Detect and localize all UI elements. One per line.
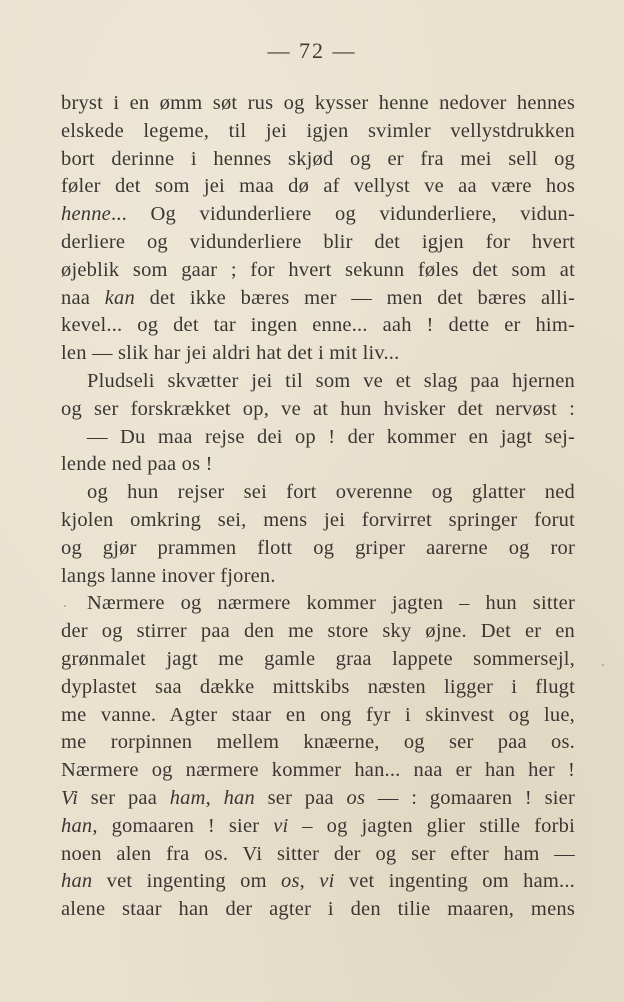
italic-text: han	[61, 870, 93, 893]
italic-text: Vi	[61, 786, 79, 809]
italic-text: han	[223, 786, 255, 809]
text-line	[61, 90, 575, 118]
text-line	[61, 618, 575, 646]
text-line	[61, 257, 575, 285]
text-run: langs lanne inover fjoren.	[61, 564, 276, 587]
text-line	[61, 563, 575, 591]
text-line	[61, 146, 575, 174]
text-line	[61, 507, 575, 535]
text-run: me rorpinnen mellem knæerne, og ser paa os.	[61, 731, 575, 754]
body-text	[61, 90, 575, 924]
text-run: og gjør prammen flott og griper aarerne og ror	[61, 536, 575, 559]
text-line	[61, 813, 575, 841]
text-run: — Du maa rejse dei op ! der kommer en jagt sej-	[87, 425, 575, 448]
italic-text: henne	[61, 203, 111, 226]
text-line	[61, 535, 575, 563]
text-line	[61, 896, 575, 924]
italic-text: os	[346, 786, 366, 809]
text-run: elskede legeme, til jei igjen svimler vellystdrukken	[61, 119, 575, 142]
text-run: ser paa	[254, 786, 347, 809]
text-run: ... Og vidunderliere og vidunderliere, vidun-	[110, 203, 575, 226]
text-run: ser paa	[78, 786, 170, 809]
text-line	[61, 757, 575, 785]
text-run: grønmalet jagt me gamle graa lappete sommersejl,	[61, 647, 575, 670]
text-run: dyplastet saa dække mittskibs næsten ligger i flugt	[61, 675, 575, 698]
text-run: derliere og vidunderliere blir det igjen for hvert	[61, 230, 575, 253]
text-run: der og stirrer paa den me store sky øjne. Det er en	[61, 620, 575, 643]
paper-speck	[64, 605, 66, 607]
paper-speck	[602, 664, 604, 666]
text-run: — : gomaaren ! sier	[365, 786, 575, 809]
text-run: Pludseli skvætter jei til som ve et slag paa hjernen	[87, 369, 575, 392]
text-run: Nærmere og nærmere kommer jagten – hun sitter	[87, 592, 575, 615]
text-run: len — slik har jei aldri hat det i mit liv...	[61, 342, 400, 365]
text-line	[61, 674, 575, 702]
text-line	[61, 229, 575, 257]
italic-text: kan	[104, 286, 135, 309]
text-line	[61, 451, 575, 479]
text-line	[61, 173, 575, 201]
text-run: alene staar han der agter i den tilie maaren, mens	[61, 898, 575, 921]
text-run: noen alen fra os. Vi sitter der og ser efter ham —	[61, 842, 575, 865]
text-run: det ikke bæres mer — men det bæres alli-	[134, 286, 575, 309]
text-line	[61, 340, 575, 368]
text-run: naa	[61, 286, 105, 309]
text-line	[61, 646, 575, 674]
text-line	[61, 702, 575, 730]
text-line	[61, 396, 575, 424]
text-line	[61, 118, 575, 146]
text-run: bryst i en ømm søt rus og kysser henne nedover hennes	[61, 92, 575, 114]
text-run: bort derinne i hennes skjød og er fra mei sell og	[61, 147, 575, 170]
text-line	[61, 785, 575, 813]
text-line	[61, 424, 575, 452]
text-run: føler det som jei maa dø af vellyst ve aa være hos	[61, 175, 575, 198]
text-run: kevel... og det tar ingen enne... aah ! dette er him-	[61, 314, 575, 337]
italic-text: os	[281, 870, 300, 893]
text-run: kjolen omkring sei, mens jei forvirret springer forut	[61, 508, 575, 531]
italic-text: ham	[169, 786, 206, 809]
text-line	[61, 285, 575, 313]
page-number: — 72 —	[267, 38, 357, 63]
text-run: me vanne. Agter staar en ong fyr i skinvest og lue,	[61, 703, 575, 726]
text-run: ,	[205, 786, 224, 809]
text-run: – og jagten glier stille forbi	[288, 814, 575, 837]
text-line	[61, 201, 575, 229]
italic-text: vi	[273, 814, 289, 837]
text-line	[61, 312, 575, 340]
italic-text: vi	[319, 870, 335, 893]
italic-text: han	[61, 814, 93, 837]
text-run: vet ingenting om ham...	[334, 870, 575, 893]
text-line	[61, 479, 575, 507]
text-run: og ser forskrækket op, ve at hun hvisker det nervøst :	[61, 397, 575, 420]
text-run: Nærmere og nærmere kommer han... naa er han her !	[61, 759, 575, 782]
text-run: og hun rejser sei fort overenne og glatter ned	[87, 481, 575, 504]
text-line	[61, 590, 575, 618]
text-line	[61, 841, 575, 869]
text-run: ,	[299, 870, 320, 893]
text-run: lende ned paa os !	[61, 453, 213, 476]
text-line	[61, 729, 575, 757]
text-line	[61, 368, 575, 396]
text-run: øjeblik som gaar ; for hvert sekunn føles det som at	[61, 258, 575, 281]
text-line	[61, 868, 575, 896]
text-run: , gomaaren ! sier	[92, 814, 274, 837]
text-run: vet ingenting om	[92, 870, 282, 893]
